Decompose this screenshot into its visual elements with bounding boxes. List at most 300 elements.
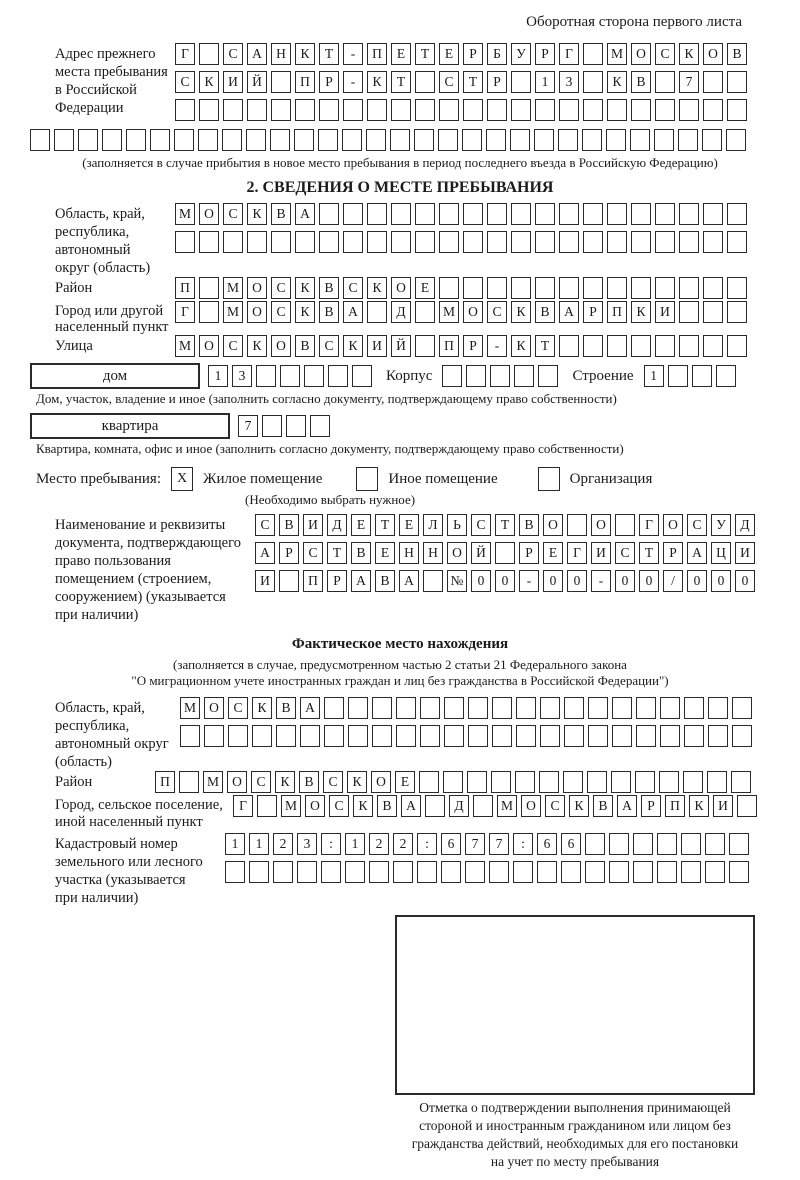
char-cell[interactable] (679, 277, 699, 299)
char-cell[interactable] (705, 861, 725, 883)
char-cell[interactable]: С (303, 542, 323, 564)
char-cell[interactable] (516, 697, 536, 719)
char-cell[interactable]: И (735, 542, 755, 564)
char-cell[interactable] (679, 231, 699, 253)
char-cell[interactable]: К (275, 771, 295, 793)
char-cell[interactable]: О (591, 514, 611, 536)
char-cell[interactable] (583, 43, 603, 65)
stroenie-row[interactable] (644, 365, 736, 387)
char-cell[interactable]: 0 (471, 570, 491, 592)
char-cell[interactable] (369, 861, 389, 883)
char-cell[interactable]: Р (535, 43, 555, 65)
char-cell[interactable]: П (303, 570, 323, 592)
char-cell[interactable] (703, 203, 723, 225)
char-cell[interactable] (444, 725, 464, 747)
char-cell[interactable]: : (321, 833, 341, 855)
char-cell[interactable]: С (329, 795, 349, 817)
char-cell[interactable]: Д (735, 514, 755, 536)
char-cell[interactable] (225, 861, 245, 883)
char-cell[interactable] (655, 99, 675, 121)
char-cell[interactable] (703, 231, 723, 253)
char-cell[interactable]: 7 (465, 833, 485, 855)
char-cell[interactable]: Г (175, 43, 195, 65)
char-cell[interactable] (703, 277, 723, 299)
prev-address-row-1[interactable] (175, 43, 747, 65)
char-cell[interactable] (487, 99, 507, 121)
char-cell[interactable] (559, 277, 579, 299)
char-cell[interactable]: В (295, 335, 315, 357)
char-cell[interactable]: К (247, 335, 267, 357)
char-cell[interactable] (668, 365, 688, 387)
char-cell[interactable]: К (367, 277, 387, 299)
char-cell[interactable] (271, 99, 291, 121)
char-cell[interactable] (492, 725, 512, 747)
char-cell[interactable] (564, 725, 584, 747)
char-cell[interactable]: / (663, 570, 683, 592)
char-cell[interactable] (415, 335, 435, 357)
char-cell[interactable] (659, 771, 679, 793)
char-cell[interactable] (247, 231, 267, 253)
char-cell[interactable] (247, 99, 267, 121)
gorod-row[interactable] (175, 301, 747, 323)
char-cell[interactable] (583, 71, 603, 93)
char-cell[interactable]: А (351, 570, 371, 592)
char-cell[interactable] (199, 43, 219, 65)
char-cell[interactable]: О (271, 335, 291, 357)
char-cell[interactable] (731, 771, 751, 793)
char-cell[interactable] (391, 203, 411, 225)
char-cell[interactable] (273, 861, 293, 883)
char-cell[interactable] (271, 71, 291, 93)
char-cell[interactable] (249, 861, 269, 883)
organization-checkbox[interactable] (538, 467, 560, 491)
char-cell[interactable] (609, 861, 629, 883)
char-cell[interactable] (321, 861, 341, 883)
char-cell[interactable]: А (617, 795, 637, 817)
char-cell[interactable] (702, 129, 722, 151)
char-cell[interactable]: П (175, 277, 195, 299)
char-cell[interactable] (372, 725, 392, 747)
char-cell[interactable] (559, 99, 579, 121)
oblast-row-1[interactable] (175, 203, 747, 225)
char-cell[interactable]: Г (175, 301, 195, 323)
char-cell[interactable] (716, 365, 736, 387)
char-cell[interactable]: Р (463, 335, 483, 357)
char-cell[interactable]: Ц (711, 542, 731, 564)
char-cell[interactable]: - (487, 335, 507, 357)
char-cell[interactable]: К (295, 277, 315, 299)
char-cell[interactable]: А (300, 697, 320, 719)
oblast2-row-1[interactable] (180, 697, 752, 719)
char-cell[interactable] (150, 129, 170, 151)
char-cell[interactable] (514, 365, 534, 387)
char-cell[interactable] (438, 129, 458, 151)
char-cell[interactable] (692, 365, 712, 387)
char-cell[interactable] (679, 203, 699, 225)
char-cell[interactable]: М (223, 301, 243, 323)
char-cell[interactable] (372, 697, 392, 719)
char-cell[interactable]: А (559, 301, 579, 323)
char-cell[interactable]: О (247, 301, 267, 323)
char-cell[interactable] (391, 99, 411, 121)
char-cell[interactable] (444, 697, 464, 719)
char-cell[interactable]: М (175, 335, 195, 357)
char-cell[interactable] (583, 99, 603, 121)
char-cell[interactable]: Л (423, 514, 443, 536)
dom-field[interactable]: дом (30, 363, 200, 389)
char-cell[interactable]: К (247, 203, 267, 225)
char-cell[interactable] (342, 129, 362, 151)
char-cell[interactable] (487, 203, 507, 225)
char-cell[interactable] (487, 231, 507, 253)
char-cell[interactable]: Е (439, 43, 459, 65)
char-cell[interactable]: - (591, 570, 611, 592)
char-cell[interactable]: К (607, 71, 627, 93)
char-cell[interactable] (467, 771, 487, 793)
char-cell[interactable]: 1 (208, 365, 228, 387)
char-cell[interactable] (633, 861, 653, 883)
char-cell[interactable] (223, 99, 243, 121)
char-cell[interactable] (199, 301, 219, 323)
char-cell[interactable] (204, 725, 224, 747)
char-cell[interactable] (732, 697, 752, 719)
char-cell[interactable] (588, 697, 608, 719)
char-cell[interactable]: К (353, 795, 373, 817)
char-cell[interactable] (683, 771, 703, 793)
char-cell[interactable]: С (687, 514, 707, 536)
char-cell[interactable]: Р (519, 542, 539, 564)
char-cell[interactable] (729, 833, 749, 855)
char-cell[interactable] (631, 203, 651, 225)
char-cell[interactable]: О (703, 43, 723, 65)
char-cell[interactable] (510, 129, 530, 151)
char-cell[interactable]: У (711, 514, 731, 536)
char-cell[interactable]: И (655, 301, 675, 323)
char-cell[interactable]: Р (583, 301, 603, 323)
char-cell[interactable] (393, 861, 413, 883)
char-cell[interactable]: К (511, 301, 531, 323)
char-cell[interactable] (222, 129, 242, 151)
char-cell[interactable]: О (227, 771, 247, 793)
char-cell[interactable]: М (203, 771, 223, 793)
char-cell[interactable] (708, 725, 728, 747)
char-cell[interactable] (727, 99, 747, 121)
char-cell[interactable] (727, 203, 747, 225)
char-cell[interactable]: Р (279, 542, 299, 564)
doc-row-2[interactable] (255, 542, 755, 564)
char-cell[interactable]: Р (663, 542, 683, 564)
char-cell[interactable] (609, 833, 629, 855)
char-cell[interactable]: А (295, 203, 315, 225)
char-cell[interactable]: 0 (711, 570, 731, 592)
kvartira-field[interactable]: квартира (30, 413, 230, 439)
char-cell[interactable] (489, 861, 509, 883)
char-cell[interactable]: В (276, 697, 296, 719)
char-cell[interactable] (727, 335, 747, 357)
char-cell[interactable]: Е (395, 771, 415, 793)
char-cell[interactable]: О (447, 542, 467, 564)
char-cell[interactable]: Е (399, 514, 419, 536)
char-cell[interactable]: 3 (559, 71, 579, 93)
char-cell[interactable] (679, 301, 699, 323)
char-cell[interactable]: О (521, 795, 541, 817)
char-cell[interactable] (174, 129, 194, 151)
char-cell[interactable]: 2 (273, 833, 293, 855)
char-cell[interactable]: 1 (345, 833, 365, 855)
char-cell[interactable] (490, 365, 510, 387)
char-cell[interactable] (655, 71, 675, 93)
char-cell[interactable]: В (519, 514, 539, 536)
char-cell[interactable]: И (367, 335, 387, 357)
char-cell[interactable] (441, 861, 461, 883)
char-cell[interactable]: Г (567, 542, 587, 564)
char-cell[interactable] (367, 203, 387, 225)
char-cell[interactable] (703, 301, 723, 323)
char-cell[interactable]: С (223, 43, 243, 65)
char-cell[interactable]: С (439, 71, 459, 93)
char-cell[interactable]: В (593, 795, 613, 817)
char-cell[interactable] (511, 71, 531, 93)
char-cell[interactable] (367, 301, 387, 323)
char-cell[interactable]: А (399, 570, 419, 592)
char-cell[interactable] (415, 203, 435, 225)
char-cell[interactable] (175, 231, 195, 253)
char-cell[interactable] (348, 725, 368, 747)
char-cell[interactable]: 0 (687, 570, 707, 592)
char-cell[interactable]: О (463, 301, 483, 323)
char-cell[interactable] (466, 365, 486, 387)
char-cell[interactable] (78, 129, 98, 151)
char-cell[interactable] (612, 725, 632, 747)
char-cell[interactable] (262, 415, 282, 437)
char-cell[interactable] (324, 725, 344, 747)
char-cell[interactable]: Р (319, 71, 339, 93)
char-cell[interactable]: Е (351, 514, 371, 536)
char-cell[interactable]: В (631, 71, 651, 93)
char-cell[interactable] (223, 231, 243, 253)
char-cell[interactable]: Н (399, 542, 419, 564)
char-cell[interactable] (102, 129, 122, 151)
char-cell[interactable] (256, 365, 276, 387)
char-cell[interactable] (396, 725, 416, 747)
char-cell[interactable] (295, 99, 315, 121)
prev-address-row-3[interactable] (175, 99, 747, 121)
char-cell[interactable] (684, 725, 704, 747)
char-cell[interactable]: К (631, 301, 651, 323)
char-cell[interactable]: К (295, 43, 315, 65)
char-cell[interactable]: С (545, 795, 565, 817)
char-cell[interactable]: К (295, 301, 315, 323)
char-cell[interactable]: Р (641, 795, 661, 817)
char-cell[interactable] (678, 129, 698, 151)
char-cell[interactable] (655, 277, 675, 299)
char-cell[interactable] (423, 570, 443, 592)
char-cell[interactable] (535, 99, 555, 121)
char-cell[interactable] (563, 771, 583, 793)
residential-checkbox[interactable]: X (171, 467, 193, 491)
char-cell[interactable]: Г (233, 795, 253, 817)
char-cell[interactable] (583, 231, 603, 253)
char-cell[interactable] (279, 570, 299, 592)
char-cell[interactable]: 2 (369, 833, 389, 855)
char-cell[interactable]: Р (327, 570, 347, 592)
char-cell[interactable]: К (569, 795, 589, 817)
char-cell[interactable] (228, 725, 248, 747)
char-cell[interactable] (559, 335, 579, 357)
char-cell[interactable] (468, 725, 488, 747)
char-cell[interactable]: 7 (238, 415, 258, 437)
char-cell[interactable]: И (303, 514, 323, 536)
char-cell[interactable] (567, 514, 587, 536)
char-cell[interactable]: О (204, 697, 224, 719)
char-cell[interactable]: В (375, 570, 395, 592)
char-cell[interactable]: Н (271, 43, 291, 65)
char-cell[interactable] (276, 725, 296, 747)
char-cell[interactable] (564, 697, 584, 719)
char-cell[interactable]: К (347, 771, 367, 793)
char-cell[interactable]: К (679, 43, 699, 65)
kadastr-row-1[interactable] (225, 833, 749, 855)
char-cell[interactable] (462, 129, 482, 151)
char-cell[interactable] (535, 203, 555, 225)
char-cell[interactable]: : (513, 833, 533, 855)
char-cell[interactable]: В (319, 277, 339, 299)
char-cell[interactable] (463, 277, 483, 299)
char-cell[interactable]: Т (391, 71, 411, 93)
korpus-row[interactable] (442, 365, 558, 387)
char-cell[interactable]: Ь (447, 514, 467, 536)
char-cell[interactable] (271, 231, 291, 253)
char-cell[interactable] (324, 697, 344, 719)
char-cell[interactable]: О (305, 795, 325, 817)
char-cell[interactable] (631, 335, 651, 357)
oblast-row-2[interactable] (175, 231, 747, 253)
char-cell[interactable] (414, 129, 434, 151)
char-cell[interactable]: С (271, 277, 291, 299)
char-cell[interactable] (516, 725, 536, 747)
char-cell[interactable]: : (417, 833, 437, 855)
char-cell[interactable] (442, 365, 462, 387)
char-cell[interactable] (703, 71, 723, 93)
rayon-row[interactable] (175, 277, 747, 299)
char-cell[interactable] (611, 771, 631, 793)
char-cell[interactable] (345, 861, 365, 883)
char-cell[interactable] (535, 231, 555, 253)
char-cell[interactable] (396, 697, 416, 719)
char-cell[interactable] (679, 335, 699, 357)
char-cell[interactable]: О (543, 514, 563, 536)
char-cell[interactable]: О (199, 335, 219, 357)
char-cell[interactable] (707, 771, 727, 793)
char-cell[interactable]: 1 (644, 365, 664, 387)
char-cell[interactable]: Й (471, 542, 491, 564)
char-cell[interactable] (439, 277, 459, 299)
char-cell[interactable] (606, 129, 626, 151)
char-cell[interactable] (417, 861, 437, 883)
char-cell[interactable]: Т (639, 542, 659, 564)
char-cell[interactable]: Т (375, 514, 395, 536)
char-cell[interactable]: С (228, 697, 248, 719)
char-cell[interactable] (636, 697, 656, 719)
char-cell[interactable] (198, 129, 218, 151)
char-cell[interactable] (297, 861, 317, 883)
char-cell[interactable]: - (343, 71, 363, 93)
char-cell[interactable]: Б (487, 43, 507, 65)
char-cell[interactable]: П (607, 301, 627, 323)
char-cell[interactable] (439, 231, 459, 253)
char-cell[interactable]: У (511, 43, 531, 65)
char-cell[interactable] (585, 833, 605, 855)
char-cell[interactable] (583, 335, 603, 357)
char-cell[interactable]: С (319, 335, 339, 357)
char-cell[interactable]: С (223, 335, 243, 357)
char-cell[interactable] (607, 203, 627, 225)
char-cell[interactable]: А (255, 542, 275, 564)
char-cell[interactable] (636, 725, 656, 747)
char-cell[interactable]: Й (391, 335, 411, 357)
char-cell[interactable]: С (487, 301, 507, 323)
char-cell[interactable] (294, 129, 314, 151)
char-cell[interactable] (415, 71, 435, 93)
char-cell[interactable] (513, 861, 533, 883)
char-cell[interactable]: Е (543, 542, 563, 564)
char-cell[interactable] (420, 725, 440, 747)
char-cell[interactable] (415, 301, 435, 323)
char-cell[interactable] (538, 365, 558, 387)
char-cell[interactable]: С (615, 542, 635, 564)
char-cell[interactable]: 0 (567, 570, 587, 592)
char-cell[interactable] (352, 365, 372, 387)
prev-address-row-4[interactable] (30, 129, 770, 151)
char-cell[interactable] (304, 365, 324, 387)
char-cell[interactable]: Д (391, 301, 411, 323)
char-cell[interactable] (727, 231, 747, 253)
char-cell[interactable] (708, 697, 728, 719)
char-cell[interactable] (703, 335, 723, 357)
char-cell[interactable] (583, 203, 603, 225)
char-cell[interactable] (463, 231, 483, 253)
char-cell[interactable]: Е (391, 43, 411, 65)
char-cell[interactable] (540, 725, 560, 747)
char-cell[interactable]: В (279, 514, 299, 536)
rayon2-row[interactable] (155, 771, 751, 793)
char-cell[interactable]: М (175, 203, 195, 225)
char-cell[interactable]: К (199, 71, 219, 93)
char-cell[interactable] (631, 231, 651, 253)
char-cell[interactable]: 2 (393, 833, 413, 855)
char-cell[interactable] (511, 277, 531, 299)
char-cell[interactable] (319, 203, 339, 225)
char-cell[interactable] (495, 542, 515, 564)
char-cell[interactable] (310, 415, 330, 437)
char-cell[interactable]: А (247, 43, 267, 65)
char-cell[interactable] (681, 861, 701, 883)
char-cell[interactable]: О (663, 514, 683, 536)
char-cell[interactable]: С (223, 203, 243, 225)
char-cell[interactable]: 0 (495, 570, 515, 592)
char-cell[interactable] (415, 231, 435, 253)
char-cell[interactable]: Е (375, 542, 395, 564)
char-cell[interactable]: С (323, 771, 343, 793)
char-cell[interactable]: М (180, 697, 200, 719)
char-cell[interactable] (54, 129, 74, 151)
char-cell[interactable] (681, 833, 701, 855)
char-cell[interactable]: К (367, 71, 387, 93)
char-cell[interactable] (463, 99, 483, 121)
char-cell[interactable]: - (519, 570, 539, 592)
char-cell[interactable] (328, 365, 348, 387)
char-cell[interactable] (558, 129, 578, 151)
